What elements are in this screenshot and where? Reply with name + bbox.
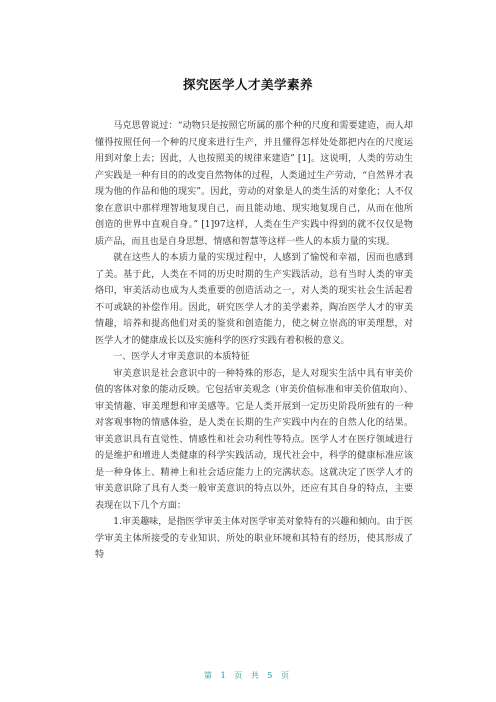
document-body [95,118,413,564]
paragraph: 1.审美趣味，是指医学审美主体对医学审美对象特有的兴趣和倾向。由于医学审美主体所接受的专业知识、所处的职业环境和其特有的经历，使其形成了特 [95,517,413,560]
page-footer: 第 1 页 共 5 页 [204,671,292,680]
paragraph: 审美意识是社会意识中的一种特殊的形态，是人对现实生活中具有审美价值的客体对象的能动反映。它包括审美观念（审美价值标准和审美价值取向）、审美情趣、审美理想和审美感等。它是人类开展到一定历史阶段所独有的一种对客观事物的情感体验，是人类在长期的生产实践中内在的自然人化的结果。审美意识具有直觉性、情感性和社会功利性等特点。医学人才在医疗领域进行的是维护和增进人类健康的科学实践活动，现代社会中，科学的健康标准应该是一种身体上、精神上和社会适应能力上的完满状态。这就决定了医学人才的审美意识除了具有人类一般审美意识的特点以外，还应有其自身的特点，主要表现在以下几个方面： [95,368,413,511]
paragraph: 就在这些人的本质力量的实现过程中，人感到了愉悦和幸福，因而也感到了美。基于此，人类在不同的历史时期的生产实践活动，总有当时人类的审美烙印，审美活动也成为人类重要的创造活动之一，对人类的现实社会生活起着不可或缺的补偿作用。因此，研究医学人才的美学素养，陶冶医学人才的审美情趣，培养和提高他们对美的鉴赏和创造能力，使之树立崇高的审美理想，对医学人才的健康成长以及实施科学的医疗实践有着积极的意义。 [95,253,413,346]
paragraph: 马克思曾说过：“动物只是按照它所属的那个种的尺度和需要建造，而人却懂得按照任何一个种的尺度来进行生产，并且懂得怎样处处都把内在的尺度运用到对象上去；因此，人也按照美的规律来建造” [1]。这说明，人类的劳动生产实践是一种有目的的改变自然物体的过程，人类通过生产劳动，“自然界才表现为他的作品和他的现实”。因此，劳动的对象是人的类生活的对象化；人不仅象在意识中那样理智地复现自己，而且能动地、现实地复现自己，从而在他所创造的世界中直观自身。” [1]97这样，人类在生产实践中得到的就不仅仅是物质产品，而且也是自身思想、情感和智慧等这样一些人的本质力量的实现。 [95,121,413,247]
document-title: 探究医学人才美学素养 [182,77,313,92]
section-heading: 一、医学人才审美意识的本质特征 [113,352,250,362]
